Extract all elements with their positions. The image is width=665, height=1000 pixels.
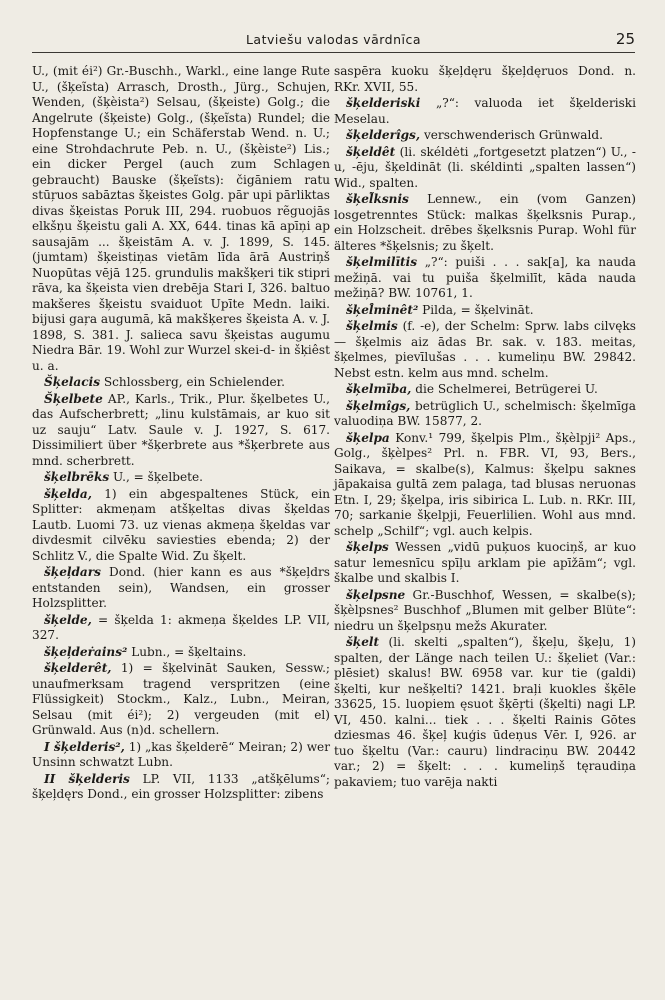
right-column	[334, 64, 636, 791]
entry-text: 1) ein abgespaltenes Stück, ein Splitter: akmeņam atšķeltas divas šķeldas Lautb. Luomi 73. uz vienas akmeņa šķeldas var divdesmit cilvēku saviesties ebenda; 2) der Schlitz V., die Spalte Wid. Zu šķelt.	[32, 486, 330, 563]
headword: Šķelbete	[44, 391, 103, 406]
headword: šķelmība,	[346, 382, 412, 396]
entry-text: 1) „kas šķelderē“ Meiran; 2) wer Unsinn schwatzt Lubn.	[32, 739, 330, 769]
entry-continuation	[334, 64, 636, 95]
entry-text: saspēra kuoku šķeļdęru šķeļdęruos Dond. n. RKr. XVII, 55.	[334, 64, 636, 94]
dictionary-entry	[334, 319, 636, 381]
dictionary-entry	[334, 145, 636, 192]
dictionary-entry	[334, 303, 636, 319]
entry-text: (f. -e), der Schelm: Sprw. labs cilvęks — šķelmis aiz ādas Br. sak. v. 183. meitas, šķelmes, pievīlušas . . . kumeliņu BW. 29842. Nebst estn. kelm aus mnd. schelm.	[334, 319, 636, 380]
entry-text: betrüglich U., schelmisch: šķelmīga valuodiņa BW. 15877, 2.	[334, 398, 636, 428]
headword: šķelt	[346, 635, 380, 649]
dictionary-entry	[334, 255, 636, 302]
dictionary-entry	[32, 613, 330, 644]
headword: šķeldêt	[346, 144, 396, 159]
dictionary-entry	[32, 565, 330, 612]
dictionary-entry	[334, 399, 636, 430]
dictionary-entry	[32, 470, 330, 486]
headword: šķelde,	[44, 612, 92, 627]
headword: šķelbrēks	[44, 470, 110, 484]
dictionary-entry	[32, 772, 330, 803]
headword: I šķelderis²,	[44, 739, 125, 754]
headword: šķelpa	[346, 430, 390, 445]
entry-text: die Schelmerei, Betrügerei U.	[415, 382, 598, 396]
left-column	[32, 64, 330, 804]
entry-text: Gr.-Buschhof, Wessen, = skalbe(s); šķèlpsnes² Buschhof „Blumen mit gelber Blüte“: niedru un šķelpsņu mežs Akurater.	[334, 587, 636, 633]
entry-text: LP. VII, 1133 „atšķēlums“; šķeļdęrs Dond., ein grosser Holzsplitter: zibens	[32, 771, 330, 801]
entry-text: Lubn., = šķeltains.	[131, 644, 247, 659]
headword: šķelmilītis	[346, 255, 418, 269]
entry-text: Konv.¹ 799, šķelpis Plm., šķèlpji² Aps., Golg., šķèlpes² Prl. n. FBR. VI, 93, Bers., Saikava, = skalbe(s), Kalmus: šķelpu saknes jāpakaisa gultā zem palaga, tad blusas neruonas Etn. I, 29; šķelpa, iris sibirica L. Lub. n. RKr. III, 70; sarkanie šķelpji, Feuerlilien. Wohl aus mnd. schelp „Schilf“; vgl. auch kelpis.	[334, 430, 636, 538]
dictionary-entry	[32, 661, 330, 739]
page-number: 25	[615, 30, 635, 48]
headword: šķeļdars	[44, 565, 101, 579]
entry-text: Wessen „vidū puķuos kuociņš, ar kuo satur lemesnīcu spīļu arklam pie apīžām“; vgl. škalbe und skalbis I.	[334, 540, 636, 585]
dictionary-entry	[334, 96, 636, 127]
entry-text: U., = šķelbete.	[113, 470, 203, 484]
dictionary-entry	[32, 487, 330, 565]
dictionary-entry	[32, 740, 330, 771]
headword: šķeļdeṙains²	[44, 644, 128, 659]
headword: šķelmîgs,	[346, 398, 411, 413]
headword: šķelmis	[346, 319, 398, 333]
dictionary-entry	[334, 431, 636, 540]
entry-text: Schlossberg, ein Schielender.	[103, 375, 285, 389]
dictionary-entry	[334, 635, 636, 790]
headword: Šķelacis	[44, 375, 101, 389]
dictionary-entry	[334, 192, 636, 254]
entry-text: „?“: puiši . . . sak[a], ka nauda mežiņā. vai tu puiša šķelmilīt, kāda nauda mežiņā? BW. 10761, 1.	[334, 255, 636, 300]
dictionary-entry	[334, 382, 636, 398]
headword: šķelderêt,	[44, 661, 112, 675]
dictionary-entry	[334, 540, 636, 587]
dictionary-entry	[32, 645, 330, 661]
entry-text: U., (mit éi²) Gr.-Buschh., Warkl., eine lange Rute U., (šķeĩsta) Arrasch, Drosth., Jürg., Schujen, Wenden, (šķèista²) Selsau, (šķeiste) Golg.; die Angelrute (šķeiste) Golg., (šķeĩsta) Rundel; die Hopfenstange U.; ein Schäferstab Wend. n. U.; eine Strohdachrute Peb. n. U., (šķèiste²) Lis.; ein dicker Pergel (auch zum Schlagen gebraucht) Bauske (šķeĩsts): čigāniem ratu stūŗuos sabāztas šķeistes Golg. pār upi pārliktas divas šķeistas Poruk III, 294. ruobuos rẽguojās elkšņu šķeistu gali A. XX, 644. tinas kā apīņi ap sausajām ... šķeistām A. v. J. 1899, S. 145. (jumtam) šķeistiņas vietām līda ārā Austriņš Nuopūtas vējā 125. grundulis makšķeri tik stipri rāva, ka šķeista vien drebēja Stari I, 326. baltuo makšeres šķeistu svaiduot Upīte Medn. laiki. bijusi gaŗa augumā, kā makšķeres šķeista A. v. J. 1898, S. 381. J. salieca savu šķeistas augumu Niedra Bār. 19. Wohl zur Wurzel skei-d- in šķiêst u. a.	[32, 64, 330, 373]
dictionary-entry	[32, 375, 330, 391]
entry-text: (li. skéldėti „fortgesetzt platzen“) U., -u, -ēju, šķeldināt (li. skéldinti „spalten lassen“) Wid., spalten.	[334, 144, 636, 190]
entry-continuation	[32, 64, 330, 374]
entry-text: Lennew., ein (vom Ganzen) losgetrenntes Stück: malkas šķelksnis Purap., ein Holzscheit. drēbes šķelksnis Purap. Wohl für älteres *šķelsnis; zu šķelt.	[334, 192, 636, 253]
entry-text: Pilda, = šķelvināt.	[422, 302, 534, 317]
entry-text: Dond. (hier kann es aus *šķeļdrs entstanden sein), Wandsen, ein grosser Holzsplitter.	[32, 565, 330, 610]
dictionary-entry	[334, 128, 636, 144]
entry-text: verschwenderisch Grünwald.	[423, 128, 603, 142]
entry-text: „?“: valuoda iet šķelderiski Meselau.	[334, 96, 636, 126]
entry-text: = šķelda 1: akmeņa šķeldes LP. VII, 327.	[32, 612, 330, 642]
running-title: Latviešu valodas vārdnīca	[245, 32, 422, 47]
entry-text: AP., Karls., Trik., Plur. šķelbetes U., das Aufscherbrett; „linu kulstāmais, ar kuo sit uz sauju“ Latv. Saule v. J. 1927, S. 617. Dissimiliert über *šķerbrete aus *šķerbrete aus mnd. scherbrett.	[32, 391, 330, 468]
headword: II šķelderis	[44, 771, 130, 786]
headword: šķelpsne	[346, 587, 406, 602]
headword: šķelda,	[44, 486, 92, 501]
headword: šķelderiski	[346, 96, 421, 110]
headword: šķel̃ksnis	[346, 192, 409, 206]
dictionary-entry	[334, 588, 636, 635]
entry-text: 1) = šķelvināt Sauken, Sessw.; unaufmerksam tragend verspritzen (eine Flüssigkeit) Stockm., Kalz., Lubn., Meiran, Selsau (mit éi²); 2) vergeuden (mit el) Grünwald. Aus (n)d. schellern.	[32, 661, 330, 737]
dictionary-entry	[32, 392, 330, 470]
page-header	[32, 30, 635, 53]
entry-text: (li. skelti „spalten“), šķeļu, šķeļu, 1) spalten, der Länge nach teilen U.: šķeliet (Var.: plēsiet) skalus! BW. 6958 var. kur tie (galdi) šķelti, kur nešķelti? 1421. braļi kuokles šķēle 33625, 15. luopiem ęsuot šķēŗti (šķelti) nagi LP. VI, 450. kalni... tiek . . . šķelti Rainis Gōtes dziesmas 46. šķeļ kuģis ūdeņus Vēr. I, 926. ar tuo šķeltu (Var.: cauru) lindraciņu BW. 20442 var.; 2) = šķelt: . . . kumeliņš tęraudiņa pakaviem; tuo varēja nakti	[334, 635, 636, 789]
headword: šķel̂minêt²	[346, 302, 419, 317]
headword: šķelps	[346, 540, 389, 554]
headword: šķelderîgs,	[346, 128, 421, 142]
